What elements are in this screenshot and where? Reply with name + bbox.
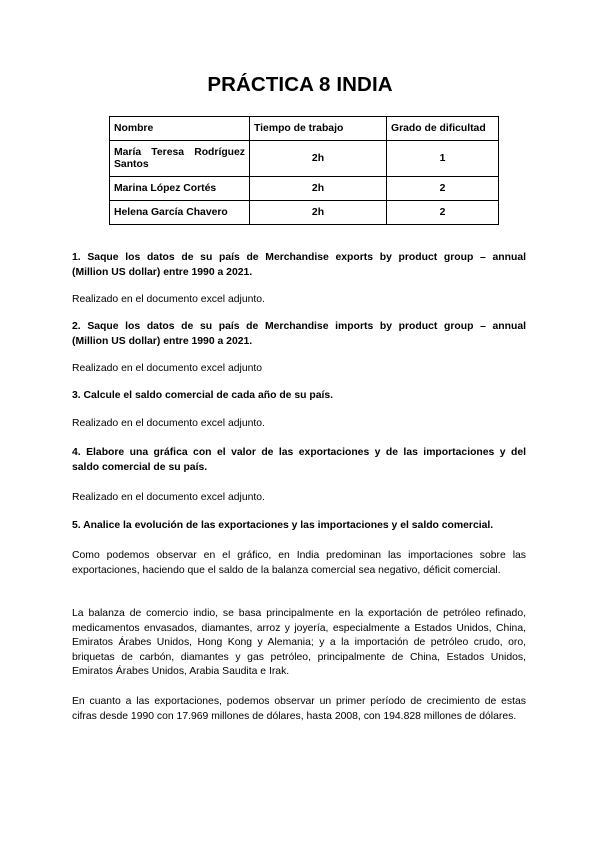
table-row xyxy=(110,141,499,177)
participants-table xyxy=(109,116,499,225)
cell-time: 2h xyxy=(250,201,387,225)
paragraph-1: Como podemos observar en el gráfico, en India predominan las importaciones sobre las exportaciones, haciendo que el saldo de la balanza comercial sea negativo, déficit comercial. xyxy=(72,550,526,576)
cell-name-line2: Santos xyxy=(114,158,149,170)
question-2-line1: 2. Saque los datos de su país de Merchandise imports by product group – annual xyxy=(72,321,526,332)
question-1 xyxy=(72,251,526,280)
question-3: 3. Calcule el saldo comercial de cada año de su país. xyxy=(72,390,334,401)
answer-2: Realizado en el documento excel adjunto xyxy=(72,363,263,374)
header-difficulty: Grado de dificultad xyxy=(387,117,499,141)
cell-difficulty: 2 xyxy=(387,177,499,201)
answer-4: Realizado en el documento excel adjunto. xyxy=(72,492,265,503)
table-row xyxy=(110,177,499,201)
cell-difficulty: 2 xyxy=(387,201,499,225)
page-title: PRÁCTICA 8 INDIA xyxy=(207,73,393,96)
question-2 xyxy=(72,320,526,349)
header-time: Tiempo de trabajo xyxy=(250,117,387,141)
cell-name: Marina López Cortés xyxy=(110,177,250,201)
question-2-line2: (Million US dollar) entre 1990 a 2021. xyxy=(72,335,253,347)
cell-time: 2h xyxy=(250,177,387,201)
question-1-line2: (Million US dollar) entre 1990 a 2021. xyxy=(72,266,253,278)
paragraph-2: La balanza de comercio indio, se basa principalmente en la exportación de petróleo refinado, medicamentos envasados, diamantes, arroz y joyería, especialmente a Estados Unidos, China, Emiratos Árabes Unidos, Hong Kong y Alemania; y a la importación de petróleo crudo, oro, briquetas de carbón, diamantes y gas petróleo, principalmente de China, Estados Unidos, Emiratos Árabes Unidos, Arabia Saudita e Irak. xyxy=(72,608,526,677)
paragraph-3: En cuanto a las exportaciones, podemos observar un primer período de crecimiento de estas cifras desde 1990 con 17.969 millones de dólares, hasta 2008, con 194.828 millones de dólares. xyxy=(72,696,526,722)
table-row xyxy=(110,201,499,225)
cell-difficulty: 1 xyxy=(387,141,499,177)
question-5: 5. Analice la evolución de las exportaciones y las importaciones y el saldo comercial. xyxy=(72,520,494,531)
question-4 xyxy=(72,446,526,475)
question-1-line1: 1. Saque los datos de su país de Merchandise exports by product group – annual xyxy=(72,252,526,263)
cell-name xyxy=(110,141,250,177)
cell-name-line1: María Teresa Rodríguez xyxy=(114,146,245,158)
question-4-line1: 4. Elabore una gráfica con el valor de las exportaciones y de las importaciones y del xyxy=(72,447,526,458)
header-name: Nombre xyxy=(110,117,250,141)
answer-3: Realizado en el documento excel adjunto. xyxy=(72,418,265,429)
cell-name: Helena García Chavero xyxy=(110,201,250,225)
question-4-line2: saldo comercial de su país. xyxy=(72,461,208,473)
cell-time: 2h xyxy=(250,141,387,177)
table-header-row xyxy=(110,117,499,141)
answer-1: Realizado en el documento excel adjunto. xyxy=(72,294,265,305)
